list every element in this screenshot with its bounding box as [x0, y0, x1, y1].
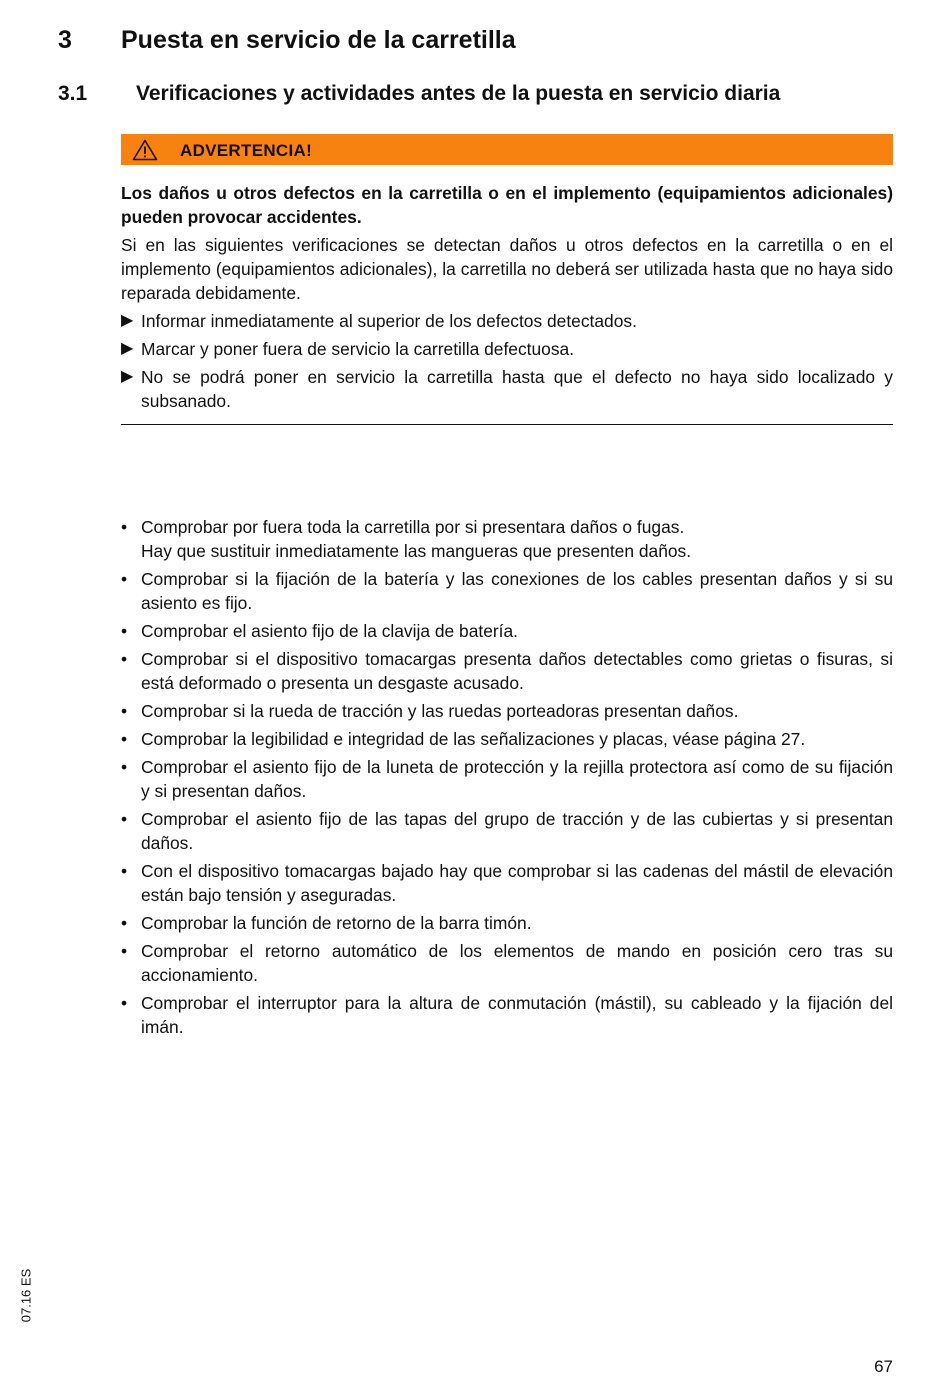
chapter-heading: [58, 26, 516, 55]
bullet-icon: •: [121, 569, 128, 589]
bullet-icon: •: [121, 861, 128, 881]
section-title: Verificaciones y actividades antes de la puesta en servicio diaria: [136, 82, 781, 105]
warning-body: [121, 181, 893, 417]
checklist-item-text: Comprobar el interruptor para la altura de conmutación (mástil), su cableado y la fijación del imán.: [141, 993, 893, 1037]
warning-end-rule: [121, 424, 893, 425]
checklist-item: [121, 991, 893, 1039]
checklist-item: [121, 699, 893, 723]
checklist-item-note: Hay que sustituir inmediatamente las mangueras que presenten daños.: [141, 541, 692, 561]
warning-step-text: Informar inmediatamente al superior de los defectos detectados.: [141, 311, 637, 331]
bullet-icon: •: [121, 701, 128, 721]
checklist-item-text: Comprobar si la fijación de la batería y las conexiones de los cables presentan daños y si su asiento es fijo.: [141, 569, 893, 613]
checklist-item: [121, 727, 893, 751]
checklist-item: [121, 939, 893, 987]
checklist-item-text: Comprobar el asiento fijo de la luneta de protección y la rejilla protectora así como de su fijación y si presentan daños.: [141, 757, 893, 801]
bullet-icon: •: [121, 517, 128, 537]
checklist-item-text: Comprobar el retorno automático de los elementos de mando en posición cero tras su accionamiento.: [141, 941, 893, 985]
checklist-item: [121, 807, 893, 855]
section-number: 3.1: [58, 82, 88, 105]
step-arrow-icon: ▶: [121, 340, 134, 357]
checklist-item-text: Comprobar si la rueda de tracción y las ruedas porteadoras presentan daños.: [141, 701, 739, 721]
checklist-item: [121, 515, 893, 563]
bullet-icon: •: [121, 621, 128, 641]
bullet-icon: •: [121, 729, 128, 749]
checklist-item: [121, 755, 893, 803]
step-arrow-icon: ▶: [121, 368, 134, 385]
bullet-icon: •: [121, 757, 128, 777]
checklist-item: [121, 859, 893, 907]
warning-step-text: Marcar y poner fuera de servicio la carretilla defectuosa.: [141, 339, 575, 359]
bullet-icon: •: [121, 993, 128, 1013]
warning-label: ADVERTENCIA!: [180, 141, 313, 160]
checklist-item-text: Comprobar por fuera toda la carretilla por si presentara daños o fugas.: [141, 517, 685, 537]
warning-step: [121, 309, 893, 333]
checklist-item: [121, 567, 893, 615]
bullet-icon: •: [121, 913, 128, 933]
bullet-icon: •: [121, 941, 128, 961]
checklist-item-text: Comprobar la legibilidad e integridad de las señalizaciones y placas, véase página 27.: [141, 729, 806, 749]
edition-text: 07.16 ES: [18, 1268, 34, 1323]
warning-step: [121, 337, 893, 361]
chapter-number: 3: [58, 26, 72, 54]
warning-step-text: No se podrá poner en servicio la carretilla hasta que el defecto no haya sido localizado y subsanado.: [141, 367, 893, 411]
step-arrow-icon: ▶: [121, 312, 134, 329]
warning-paragraph: Si en las siguientes verificaciones se detectan daños u otros defectos en la carretilla o en el implemento (equipamientos adicionales), la carretilla no deberá ser utilizada hasta que no haya sido reparada debidamente.: [121, 235, 893, 303]
warning-step: [121, 365, 893, 413]
warning-bar: [121, 134, 893, 165]
section-heading: [58, 82, 780, 106]
checklist: [121, 515, 893, 1043]
bullet-icon: •: [121, 649, 128, 669]
checklist-item-text: Con el dispositivo tomacargas bajado hay que comprobar si las cadenas del mástil de elevación están bajo tensión y aseguradas.: [141, 861, 893, 905]
chapter-title: Puesta en servicio de la carretilla: [121, 26, 516, 54]
checklist-item-text: Comprobar si el dispositivo tomacargas presenta daños detectables como grietas o fisuras, si está deformado o presenta un desgaste acusado.: [141, 649, 893, 693]
checklist-item-text: Comprobar la función de retorno de la barra timón.: [141, 913, 532, 933]
bullet-icon: •: [121, 809, 128, 829]
edition-marker: [16, 1262, 36, 1334]
warning-headline: Los daños u otros defectos en la carretilla o en el implemento (equipamientos adicionales) pueden provocar accidentes.: [121, 183, 893, 227]
checklist-item: [121, 619, 893, 643]
warning-triangle-icon: [132, 139, 158, 161]
checklist-item-text: Comprobar el asiento fijo de las tapas del grupo de tracción y de las cubiertas y si presentan daños.: [141, 809, 893, 853]
checklist-item: [121, 911, 893, 935]
checklist-item-text: Comprobar el asiento fijo de la clavija de batería.: [141, 621, 519, 641]
checklist-item: [121, 647, 893, 695]
page-number: 67: [874, 1357, 893, 1376]
